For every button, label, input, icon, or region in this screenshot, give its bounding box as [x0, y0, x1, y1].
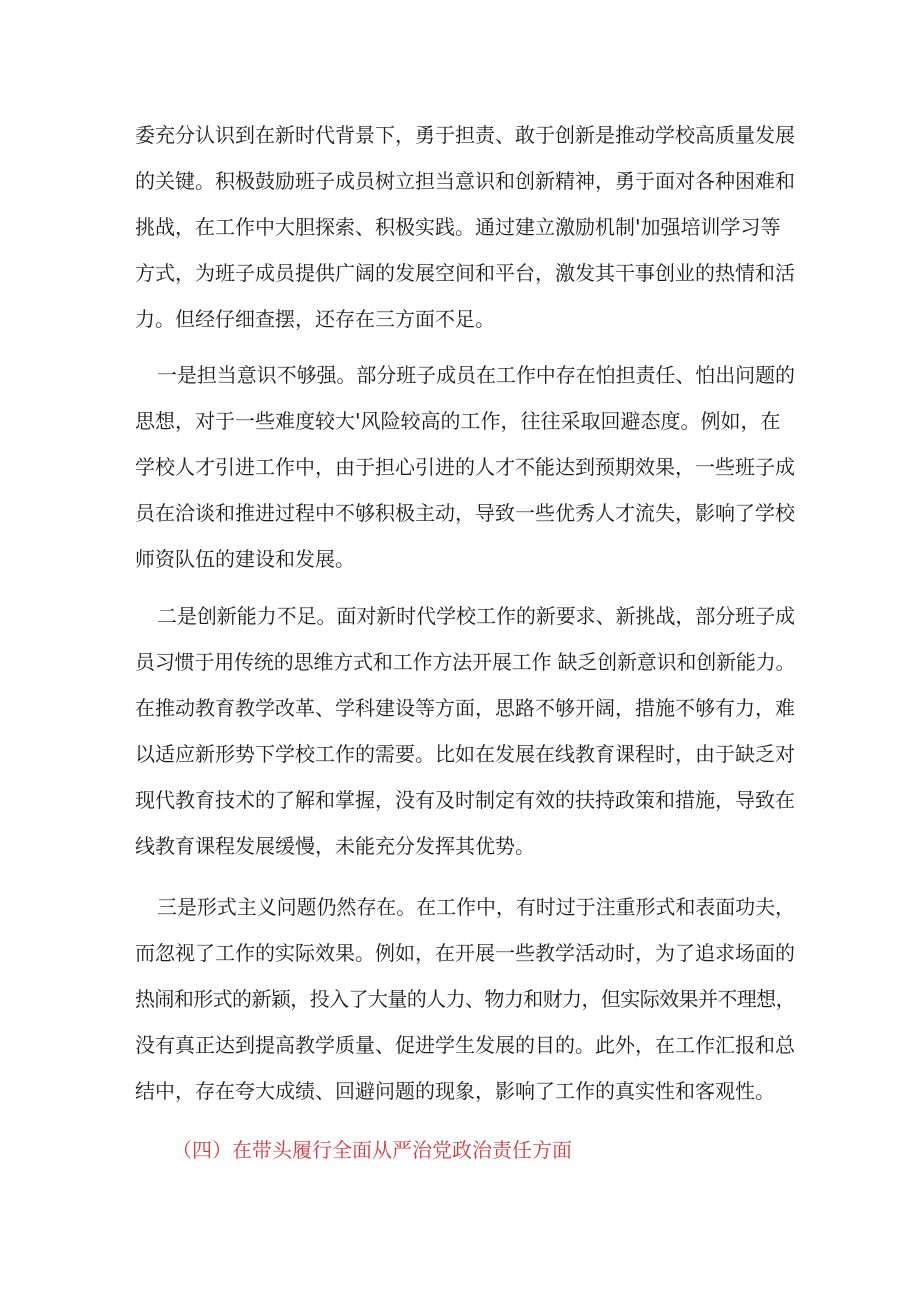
- text-line: 三是形式主义问题仍然存在。在工作中，有时过于注重形式和表面功夫，: [157, 895, 795, 919]
- section-heading: （四）在带头履行全面从严治党政治责任方面: [172, 1138, 572, 1162]
- text-line: 热闹和形式的新颖，投入了大量的人力、物力和财力，但实际效果并不理想，: [135, 987, 795, 1011]
- text-line: 员在洽谈和推进过程中不够积极主动，导致一些优秀人才流失，影响了学校: [135, 501, 795, 525]
- text-line: 以适应新形势下学校工作的需要。比如在发展在线教育课程时，由于缺乏对: [135, 742, 795, 766]
- text-line: 线教育课程发展缓慢，未能充分发挥其优势。: [135, 834, 535, 858]
- text-line: 二是创新能力不足。面对新时代学校工作的新要求、新挑战，部分班子成: [157, 604, 795, 628]
- text-line: 力。但经仔细查摆，还存在三方面不足。: [135, 307, 495, 331]
- text-line: 委充分认识到在新时代背景下，勇于担责、敢于创新是推动学校高质量发展: [135, 123, 795, 147]
- text-line: 现代教育技术的了解和掌握，没有及时制定有效的扶持政策和措施，导致在: [135, 788, 795, 812]
- text-line: 的关键。积极鼓励班子成员树立担当意识和创新精神，勇于面对各种困难和: [135, 169, 795, 193]
- text-line: 学校人才引进工作中，由于担心引进的人才不能达到预期效果，一些班子成: [135, 455, 795, 479]
- text-line: 没有真正达到提高教学质量、促进学生发展的目的。此外，在工作汇报和总: [135, 1033, 795, 1057]
- paragraph-1: [135, 112, 795, 342]
- text-line: 在推动教育教学改革、学科建设等方面，思路不够开阔，措施不够有力，难: [135, 696, 795, 720]
- text-line: 而忽视了工作的实际效果。例如，在开展一些教学活动时，为了追求场面的: [135, 941, 795, 965]
- text-line: 结中，存在夸大成绩、回避问题的现象，影响了工作的真实性和客观性。: [135, 1079, 775, 1103]
- text-line: 挑战，在工作中大胆探索、积极实践。通过建立激励机制'加强培训学习等: [135, 215, 781, 239]
- text-line: 员习惯于用传统的思维方式和工作方法开展工作 缺乏创新意识和创新能力。: [135, 650, 796, 674]
- text-line: 思想，对于一些难度较大'风险较高的工作，往往采取回避态度。例如，在: [135, 409, 781, 433]
- paragraph-3: [135, 593, 795, 869]
- paragraph-2: [135, 352, 795, 582]
- text-line: 一是担当意识不够强。部分班子成员在工作中存在怕担责任、怕出问题的: [157, 363, 795, 387]
- text-line: 师资队伍的建设和发展。: [135, 547, 355, 571]
- text-line: 方式，为班子成员提供广阔的发展空间和平台，激发其干事创业的热情和活: [135, 261, 795, 285]
- paragraph-4: [135, 884, 795, 1114]
